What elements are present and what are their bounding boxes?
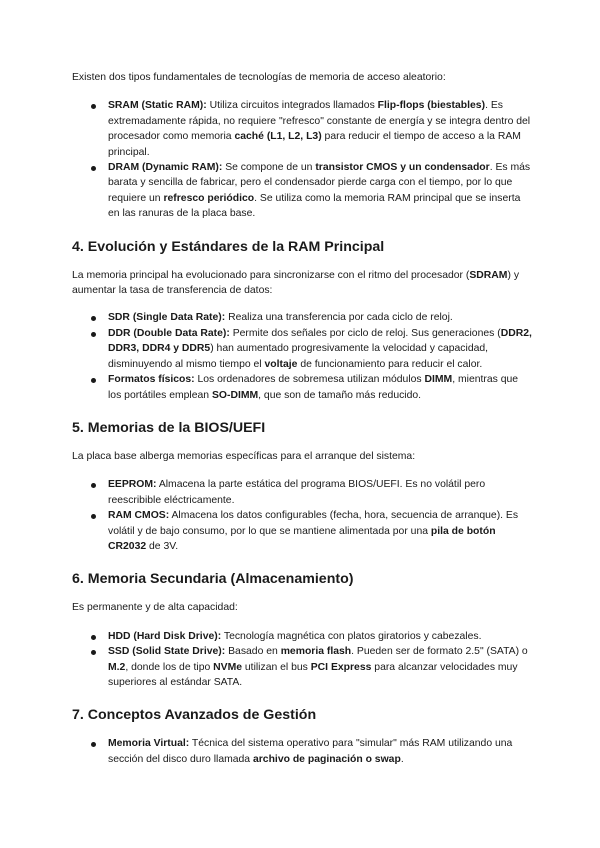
section-5-paragraph: La placa base alberga memorias específicas para el arranque del sistema: [72, 450, 416, 462]
list-item-virtual-memory: Memoria Virtual: Técnica del sistema operativo para "simular" más RAM utilizando una sección del disco duro llamada archivo de paginación o swap. [72, 736, 532, 767]
bullet-icon [91, 332, 96, 337]
list-item-physical-formats: Formatos físicos: Los ordenadores de sobremesa utilizan módulos DIMM, mientras que los portátiles emplean SO-DIMM, que son de tamaño más reducido. [72, 372, 532, 403]
document-body [72, 70, 532, 767]
list-item-hdd: HDD (Hard Disk Drive): Tecnología magnética con platos giratorios y cabezales. [72, 629, 532, 644]
intro-paragraph: Existen dos tipos fundamentales de tecnologías de memoria de acceso aleatorio: [72, 72, 446, 83]
storage-list [72, 629, 532, 691]
list-item-dram: DRAM (Dynamic RAM): Se compone de un transistor CMOS y un condensador. Es más barata y sencilla de fabricar, pero el condensador pierde carga con el tiempo, por lo que requiere un refresco periódico. Se utiliza como la memoria RAM principal que se inserta en las ranuras de la placa base. [72, 160, 532, 222]
list-item-sdr: SDR (Single Data Rate): Realiza una transferencia por cada ciclo de reloj. [72, 310, 532, 325]
bullet-icon [91, 514, 96, 519]
bullet-icon [91, 378, 96, 383]
bullet-icon [91, 483, 96, 488]
bullet-icon [91, 316, 96, 321]
list-item-eeprom: EEPROM: Almacena la parte estática del programa BIOS/UEFI. Es no volátil pero reescribible eléctricamente. [72, 477, 532, 508]
section-6-heading: 6. Memoria Secundaria (Almacenamiento) [72, 571, 354, 588]
section-7-heading: 7. Conceptos Avanzados de Gestión [72, 707, 317, 724]
bullet-icon [91, 650, 96, 655]
section-4-paragraph: La memoria principal ha evolucionado para sincronizarse con el ritmo del procesador (SDRAM) y aumentar la tasa de transferencia de datos: [72, 269, 520, 297]
bullet-icon [91, 166, 96, 171]
bullet-icon [91, 742, 96, 747]
bullet-icon [91, 104, 96, 109]
ram-standards-list [72, 310, 532, 402]
section-5-heading: 5. Memorias de la BIOS/UEFI [72, 419, 266, 436]
section-6-paragraph: Es permanente y de alta capacidad: [72, 602, 238, 614]
ram-types-list [72, 98, 532, 221]
list-item-ddr: DDR (Double Data Rate): Permite dos señales por ciclo de reloj. Sus generaciones (DDR2, DDR3, DDR4 y DDR5) han aumentado progresivamente la velocidad y capacidad, disminuyendo al mismo tiempo el voltaje de funcionamiento para reducir el calor. [72, 326, 532, 372]
bios-memory-list [72, 477, 532, 554]
section-4-heading: 4. Evolución y Estándares de la RAM Principal [72, 238, 385, 255]
advanced-concepts-list [72, 736, 532, 767]
list-item-ram-cmos: RAM CMOS: Almacena los datos configurables (fecha, hora, secuencia de arranque). Es volátil y de bajo consumo, por lo que se mantiene alimentada por una pila de botón CR2032 de 3V. [72, 508, 532, 554]
list-item-ssd: SSD (Solid State Drive): Basado en memoria flash. Pueden ser de formato 2.5" (SATA) o M.2, donde los de tipo NVMe utilizan el bus PCI Express para alcanzar velocidades muy superiores al estándar SATA. [72, 644, 532, 690]
bullet-icon [91, 635, 96, 640]
list-item-sram: SRAM (Static RAM): Utiliza circuitos integrados llamados Flip-flops (biestables). Es extremadamente rápida, no requiere "refresco" constante de energía y se integra dentro del procesador como memoria caché (L1, L2, L3) para reducir el tiempo de acceso a la RAM principal. [72, 98, 532, 160]
